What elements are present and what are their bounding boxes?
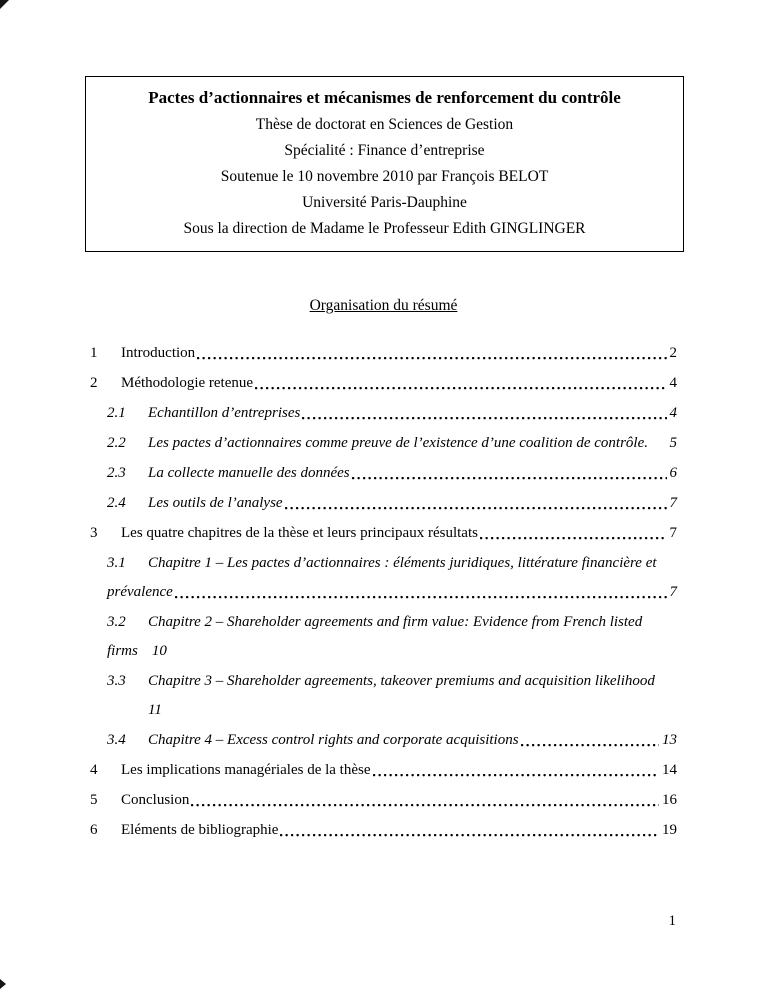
toc-heading-text: Organisation du résumé	[309, 297, 458, 314]
toc-entry	[90, 816, 677, 845]
toc-entry-title: Les pactes d’actionnaires comme preuve de l’existence d’une coalition de contrôle.	[148, 435, 648, 451]
toc-entry-line	[90, 519, 677, 548]
dot-leader	[197, 339, 666, 368]
toc-entry-line	[90, 339, 677, 368]
toc-entry-page: 5	[669, 435, 677, 451]
toc-entry	[90, 667, 677, 725]
dot-leader	[280, 816, 659, 845]
toc-entry-title-continued: prévalence	[107, 584, 173, 600]
toc-heading	[90, 296, 677, 316]
toc-entry-page: 7	[669, 495, 677, 511]
toc-entry	[90, 608, 677, 666]
toc-entry	[90, 786, 677, 815]
toc-entry-title: Chapitre 2 – Shareholder agreements and firm value: Evidence from French listed	[148, 614, 643, 630]
toc-entry-line	[107, 549, 677, 578]
toc-entry-title: Eléments de bibliographie	[121, 822, 279, 838]
dot-leader	[480, 519, 667, 548]
toc-entry-page: 19	[662, 822, 677, 838]
toc-entry-number: 4	[90, 762, 98, 778]
toc-entry	[90, 339, 677, 368]
dot-leader	[191, 786, 659, 815]
toc-entry-number: 2.1	[107, 405, 126, 421]
scan-artifact-bottom-left	[0, 979, 6, 989]
thesis-speciality-line: Spécialité : Finance d’entreprise	[284, 142, 485, 159]
toc-entry-number: 3.1	[107, 555, 126, 571]
toc-entry-page: 7	[669, 525, 677, 541]
toc-entry-title: Chapitre 3 – Shareholder agreements, takeover premiums and acquisition likelihood	[148, 673, 655, 689]
toc-entry-number: 2.4	[107, 495, 126, 511]
toc-entry	[90, 399, 677, 428]
toc-entry-page: 10	[151, 643, 167, 659]
toc-entry-number: 2.3	[107, 465, 126, 481]
toc-entry	[90, 756, 677, 785]
toc-entry-page: 16	[662, 792, 677, 808]
toc-entry-page: 11	[148, 702, 162, 718]
toc-entry-number: 3.3	[107, 673, 126, 689]
thesis-university-line: Université Paris-Dauphine	[302, 194, 467, 211]
toc-entry-line	[107, 399, 677, 428]
toc-entry-line	[107, 489, 677, 518]
toc-entry	[90, 489, 677, 518]
toc-entry-line	[90, 786, 677, 815]
dot-leader	[255, 369, 666, 398]
toc-entry-line	[107, 429, 677, 458]
toc-entry-title: Chapitre 1 – Les pactes d’actionnaires : éléments juridiques, littérature financière et	[148, 555, 657, 571]
thesis-title: Pactes d’actionnaires et mécanismes de renforcement du contrôle	[148, 88, 621, 107]
thesis-supervisor-line: Sous la direction de Madame le Professeur Edith GINGLINGER	[183, 220, 586, 237]
toc-entry-line-continued	[107, 637, 677, 666]
toc-entry-line-continued	[107, 578, 677, 607]
toc-entry-title-continued: firms	[107, 643, 138, 659]
toc-entry-title: Méthodologie retenue	[121, 375, 254, 391]
toc-entry-line	[107, 608, 677, 637]
toc-entry-page: 7	[669, 584, 677, 600]
toc-entry	[90, 549, 677, 607]
toc-entry	[90, 459, 677, 488]
page-number: 1	[668, 913, 676, 929]
toc-entry-number: 3	[90, 525, 98, 541]
scan-artifact-top-left	[0, 0, 9, 9]
toc-entry-number: 2	[90, 375, 98, 391]
toc-entry-page: 4	[669, 405, 677, 421]
table-of-contents	[90, 339, 677, 845]
toc-entry-line	[90, 756, 677, 785]
toc-entry-title: Les outils de l’analyse	[148, 495, 283, 511]
toc-entry-number: 3.2	[107, 614, 126, 630]
toc-entry-number: 2.2	[107, 435, 126, 451]
thesis-defense-line: Soutenue le 10 novembre 2010 par François BELOT	[220, 168, 549, 185]
toc-entry-page: 14	[662, 762, 677, 778]
dot-leader	[521, 726, 659, 755]
toc-entry	[90, 369, 677, 398]
toc-entry-line-continued	[107, 696, 677, 725]
toc-entry-title: La collecte manuelle des données	[148, 465, 350, 481]
inline-gap	[138, 637, 152, 666]
toc-entry	[90, 429, 677, 458]
toc-entry-page: 4	[669, 375, 677, 391]
toc-entry-line	[90, 816, 677, 845]
toc-entry-title: Conclusion	[121, 792, 190, 808]
thesis-header-box	[85, 76, 684, 252]
toc-entry	[90, 726, 677, 755]
toc-entry-number: 6	[90, 822, 98, 838]
toc-entry-title: Introduction	[121, 345, 196, 361]
toc-entry-title: Les implications managériales de la thèse	[121, 762, 371, 778]
toc-entry-line	[107, 667, 677, 696]
toc-entry-page: 13	[662, 732, 677, 748]
dot-leader	[285, 489, 667, 518]
toc-entry-number: 3.4	[107, 732, 126, 748]
toc-entry-number: 5	[90, 792, 98, 808]
toc-entry-number: 1	[90, 345, 98, 361]
toc-entry-page: 2	[669, 345, 677, 361]
thesis-degree-line: Thèse de doctorat en Sciences de Gestion	[255, 116, 514, 133]
toc-entry-line	[107, 459, 677, 488]
leader-spacer	[648, 429, 670, 458]
toc-entry-title: Les quatre chapitres de la thèse et leurs principaux résultats	[121, 525, 478, 541]
dot-leader	[373, 756, 660, 785]
toc-entry-title: Echantillon d’entreprises	[148, 405, 301, 421]
dot-leader	[302, 399, 666, 428]
toc-entry-page: 6	[669, 465, 677, 481]
toc-entry-title: Chapitre 4 – Excess control rights and corporate acquisitions	[148, 732, 519, 748]
toc-entry	[90, 519, 677, 548]
dot-leader	[175, 578, 667, 607]
toc-entry-line	[107, 726, 677, 755]
toc-entry-line	[90, 369, 677, 398]
dot-leader	[352, 459, 667, 488]
